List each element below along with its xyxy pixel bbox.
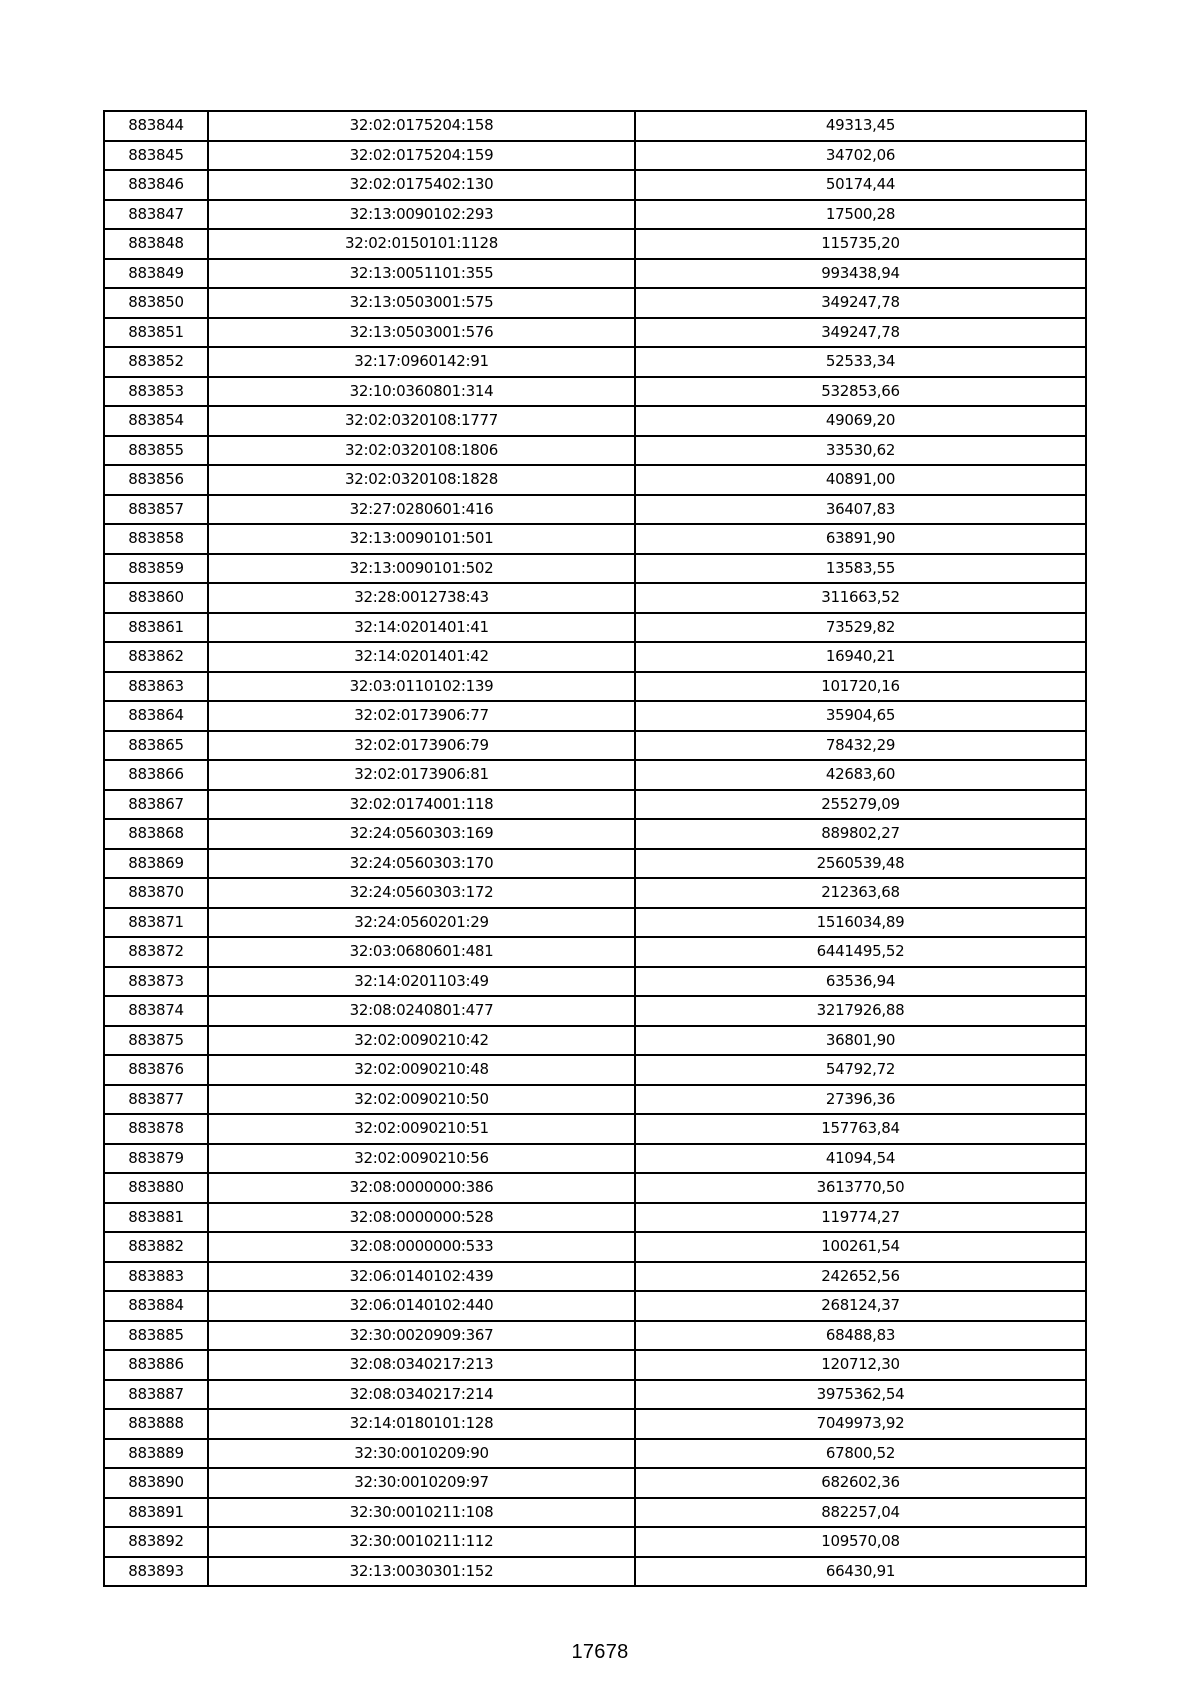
table-row bbox=[104, 1409, 1086, 1439]
table-row bbox=[104, 1380, 1086, 1410]
cadastral-value-cell: 100261,54 bbox=[635, 1232, 1086, 1262]
table-row bbox=[104, 908, 1086, 938]
cadastral-value-cell: 49069,20 bbox=[635, 406, 1086, 436]
row-number-cell: 883880 bbox=[104, 1173, 208, 1203]
cadastral-value-cell: 532853,66 bbox=[635, 377, 1086, 407]
cadastral-number-cell: 32:02:0320108:1806 bbox=[208, 436, 635, 466]
cadastral-value-cell: 2560539,48 bbox=[635, 849, 1086, 879]
table-row bbox=[104, 1439, 1086, 1469]
page-number: 17678 bbox=[571, 1641, 629, 1663]
cadastral-value-cell: 13583,55 bbox=[635, 554, 1086, 584]
row-number-cell: 883867 bbox=[104, 790, 208, 820]
cadastral-number-cell: 32:08:0340217:213 bbox=[208, 1350, 635, 1380]
row-number-cell: 883852 bbox=[104, 347, 208, 377]
table-row bbox=[104, 1085, 1086, 1115]
table-row bbox=[104, 288, 1086, 318]
row-number-cell: 883860 bbox=[104, 583, 208, 613]
cadastral-number-cell: 32:13:0090101:501 bbox=[208, 524, 635, 554]
row-number-cell: 883845 bbox=[104, 141, 208, 171]
cadastral-number-cell: 32:13:0090101:502 bbox=[208, 554, 635, 584]
table-row bbox=[104, 1144, 1086, 1174]
table-body bbox=[104, 111, 1086, 1586]
cadastral-number-cell: 32:13:0503001:576 bbox=[208, 318, 635, 348]
row-number-cell: 883869 bbox=[104, 849, 208, 879]
table-row bbox=[104, 141, 1086, 171]
cadastral-number-cell: 32:14:0201401:41 bbox=[208, 613, 635, 643]
row-number-cell: 883847 bbox=[104, 200, 208, 230]
row-number-cell: 883868 bbox=[104, 819, 208, 849]
table-row bbox=[104, 1026, 1086, 1056]
cadastral-value-cell: 68488,83 bbox=[635, 1321, 1086, 1351]
cadastral-number-cell: 32:14:0201401:42 bbox=[208, 642, 635, 672]
cadastral-number-cell: 32:30:0010211:112 bbox=[208, 1527, 635, 1557]
cadastral-number-cell: 32:08:0000000:533 bbox=[208, 1232, 635, 1262]
table-row bbox=[104, 111, 1086, 141]
cadastral-value-cell: 33530,62 bbox=[635, 436, 1086, 466]
row-number-cell: 883886 bbox=[104, 1350, 208, 1380]
cadastral-number-cell: 32:30:0010209:97 bbox=[208, 1468, 635, 1498]
table-row bbox=[104, 1203, 1086, 1233]
cadastral-value-cell: 42683,60 bbox=[635, 760, 1086, 790]
cadastral-number-cell: 32:13:0051101:355 bbox=[208, 259, 635, 289]
table-row bbox=[104, 642, 1086, 672]
cadastral-value-cell: 63891,90 bbox=[635, 524, 1086, 554]
cadastral-value-cell: 17500,28 bbox=[635, 200, 1086, 230]
table-row bbox=[104, 465, 1086, 495]
cadastral-number-cell: 32:02:0090210:42 bbox=[208, 1026, 635, 1056]
cadastral-value-cell: 349247,78 bbox=[635, 288, 1086, 318]
cadastral-number-cell: 32:02:0090210:50 bbox=[208, 1085, 635, 1115]
cadastral-number-cell: 32:08:0000000:528 bbox=[208, 1203, 635, 1233]
row-number-cell: 883877 bbox=[104, 1085, 208, 1115]
cadastral-value-table bbox=[103, 110, 1087, 1587]
table-row bbox=[104, 229, 1086, 259]
cadastral-value-cell: 16940,21 bbox=[635, 642, 1086, 672]
cadastral-value-cell: 27396,36 bbox=[635, 1085, 1086, 1115]
cadastral-number-cell: 32:02:0150101:1128 bbox=[208, 229, 635, 259]
cadastral-number-cell: 32:02:0320108:1777 bbox=[208, 406, 635, 436]
row-number-cell: 883844 bbox=[104, 111, 208, 141]
row-number-cell: 883873 bbox=[104, 967, 208, 997]
cadastral-value-cell: 35904,65 bbox=[635, 701, 1086, 731]
table-row bbox=[104, 347, 1086, 377]
cadastral-number-cell: 32:02:0175204:158 bbox=[208, 111, 635, 141]
cadastral-value-cell: 52533,34 bbox=[635, 347, 1086, 377]
cadastral-number-cell: 32:02:0090210:51 bbox=[208, 1114, 635, 1144]
cadastral-number-cell: 32:02:0320108:1828 bbox=[208, 465, 635, 495]
cadastral-number-cell: 32:02:0173906:77 bbox=[208, 701, 635, 731]
row-number-cell: 883862 bbox=[104, 642, 208, 672]
cadastral-value-cell: 882257,04 bbox=[635, 1498, 1086, 1528]
cadastral-value-cell: 66430,91 bbox=[635, 1557, 1086, 1587]
row-number-cell: 883866 bbox=[104, 760, 208, 790]
table-row bbox=[104, 377, 1086, 407]
row-number-cell: 883892 bbox=[104, 1527, 208, 1557]
cadastral-value-cell: 101720,16 bbox=[635, 672, 1086, 702]
cadastral-number-cell: 32:30:0010211:108 bbox=[208, 1498, 635, 1528]
cadastral-number-cell: 32:02:0175204:159 bbox=[208, 141, 635, 171]
table-row bbox=[104, 1321, 1086, 1351]
cadastral-number-cell: 32:13:0090102:293 bbox=[208, 200, 635, 230]
row-number-cell: 883861 bbox=[104, 613, 208, 643]
cadastral-number-cell: 32:24:0560303:170 bbox=[208, 849, 635, 879]
cadastral-number-cell: 32:14:0180101:128 bbox=[208, 1409, 635, 1439]
table-row bbox=[104, 819, 1086, 849]
row-number-cell: 883888 bbox=[104, 1409, 208, 1439]
table-row bbox=[104, 1055, 1086, 1085]
row-number-cell: 883863 bbox=[104, 672, 208, 702]
row-number-cell: 883885 bbox=[104, 1321, 208, 1351]
cadastral-value-cell: 49313,45 bbox=[635, 111, 1086, 141]
table-row bbox=[104, 1114, 1086, 1144]
table-row bbox=[104, 170, 1086, 200]
row-number-cell: 883871 bbox=[104, 908, 208, 938]
row-number-cell: 883887 bbox=[104, 1380, 208, 1410]
cadastral-value-cell: 212363,68 bbox=[635, 878, 1086, 908]
cadastral-number-cell: 32:03:0680601:481 bbox=[208, 937, 635, 967]
cadastral-value-cell: 54792,72 bbox=[635, 1055, 1086, 1085]
table-row bbox=[104, 613, 1086, 643]
table-row bbox=[104, 1262, 1086, 1292]
cadastral-number-cell: 32:02:0090210:56 bbox=[208, 1144, 635, 1174]
table-row bbox=[104, 1527, 1086, 1557]
table-row bbox=[104, 967, 1086, 997]
row-number-cell: 883874 bbox=[104, 996, 208, 1026]
cadastral-value-cell: 682602,36 bbox=[635, 1468, 1086, 1498]
row-number-cell: 883876 bbox=[104, 1055, 208, 1085]
cadastral-number-cell: 32:03:0110102:139 bbox=[208, 672, 635, 702]
table-row bbox=[104, 790, 1086, 820]
row-number-cell: 883891 bbox=[104, 1498, 208, 1528]
row-number-cell: 883879 bbox=[104, 1144, 208, 1174]
cadastral-value-cell: 889802,27 bbox=[635, 819, 1086, 849]
table-row bbox=[104, 760, 1086, 790]
row-number-cell: 883872 bbox=[104, 937, 208, 967]
row-number-cell: 883846 bbox=[104, 170, 208, 200]
row-number-cell: 883851 bbox=[104, 318, 208, 348]
row-number-cell: 883854 bbox=[104, 406, 208, 436]
cadastral-value-cell: 1516034,89 bbox=[635, 908, 1086, 938]
table-row bbox=[104, 1173, 1086, 1203]
row-number-cell: 883883 bbox=[104, 1262, 208, 1292]
row-number-cell: 883857 bbox=[104, 495, 208, 525]
table-row bbox=[104, 318, 1086, 348]
table-row bbox=[104, 406, 1086, 436]
cadastral-value-cell: 3217926,88 bbox=[635, 996, 1086, 1026]
cadastral-number-cell: 32:02:0174001:118 bbox=[208, 790, 635, 820]
cadastral-number-cell: 32:14:0201103:49 bbox=[208, 967, 635, 997]
cadastral-number-cell: 32:30:0010209:90 bbox=[208, 1439, 635, 1469]
cadastral-value-cell: 6441495,52 bbox=[635, 937, 1086, 967]
table-row bbox=[104, 849, 1086, 879]
table-row bbox=[104, 672, 1086, 702]
cadastral-number-cell: 32:30:0020909:367 bbox=[208, 1321, 635, 1351]
table-row bbox=[104, 731, 1086, 761]
table-row bbox=[104, 259, 1086, 289]
table-row bbox=[104, 1498, 1086, 1528]
cadastral-value-cell: 993438,94 bbox=[635, 259, 1086, 289]
cadastral-number-cell: 32:24:0560303:169 bbox=[208, 819, 635, 849]
cadastral-value-cell: 36407,83 bbox=[635, 495, 1086, 525]
row-number-cell: 883848 bbox=[104, 229, 208, 259]
cadastral-value-cell: 268124,37 bbox=[635, 1291, 1086, 1321]
cadastral-value-cell: 109570,08 bbox=[635, 1527, 1086, 1557]
cadastral-number-cell: 32:06:0140102:440 bbox=[208, 1291, 635, 1321]
row-number-cell: 883884 bbox=[104, 1291, 208, 1321]
cadastral-value-cell: 242652,56 bbox=[635, 1262, 1086, 1292]
cadastral-number-cell: 32:28:0012738:43 bbox=[208, 583, 635, 613]
cadastral-value-cell: 120712,30 bbox=[635, 1350, 1086, 1380]
row-number-cell: 883850 bbox=[104, 288, 208, 318]
cadastral-value-cell: 255279,09 bbox=[635, 790, 1086, 820]
row-number-cell: 883855 bbox=[104, 436, 208, 466]
row-number-cell: 883890 bbox=[104, 1468, 208, 1498]
cadastral-value-cell: 3613770,50 bbox=[635, 1173, 1086, 1203]
cadastral-value-cell: 119774,27 bbox=[635, 1203, 1086, 1233]
cadastral-value-cell: 115735,20 bbox=[635, 229, 1086, 259]
cadastral-value-cell: 349247,78 bbox=[635, 318, 1086, 348]
cadastral-value-cell: 78432,29 bbox=[635, 731, 1086, 761]
row-number-cell: 883864 bbox=[104, 701, 208, 731]
cadastral-number-cell: 32:02:0173906:79 bbox=[208, 731, 635, 761]
table-row bbox=[104, 996, 1086, 1026]
cadastral-number-cell: 32:13:0503001:575 bbox=[208, 288, 635, 318]
cadastral-value-cell: 40891,00 bbox=[635, 465, 1086, 495]
cadastral-value-cell: 3975362,54 bbox=[635, 1380, 1086, 1410]
row-number-cell: 883859 bbox=[104, 554, 208, 584]
cadastral-value-cell: 50174,44 bbox=[635, 170, 1086, 200]
table-row bbox=[104, 878, 1086, 908]
cadastral-value-cell: 7049973,92 bbox=[635, 1409, 1086, 1439]
row-number-cell: 883870 bbox=[104, 878, 208, 908]
row-number-cell: 883858 bbox=[104, 524, 208, 554]
row-number-cell: 883856 bbox=[104, 465, 208, 495]
cadastral-number-cell: 32:08:0240801:477 bbox=[208, 996, 635, 1026]
cadastral-number-cell: 32:24:0560201:29 bbox=[208, 908, 635, 938]
cadastral-value-cell: 157763,84 bbox=[635, 1114, 1086, 1144]
table-row bbox=[104, 495, 1086, 525]
row-number-cell: 883853 bbox=[104, 377, 208, 407]
table-row bbox=[104, 200, 1086, 230]
cadastral-number-cell: 32:08:0000000:386 bbox=[208, 1173, 635, 1203]
table-row bbox=[104, 1468, 1086, 1498]
cadastral-value-cell: 41094,54 bbox=[635, 1144, 1086, 1174]
cadastral-number-cell: 32:02:0175402:130 bbox=[208, 170, 635, 200]
table-row bbox=[104, 1350, 1086, 1380]
cadastral-value-cell: 73529,82 bbox=[635, 613, 1086, 643]
row-number-cell: 883865 bbox=[104, 731, 208, 761]
table-row bbox=[104, 701, 1086, 731]
table-row bbox=[104, 937, 1086, 967]
table-row bbox=[104, 554, 1086, 584]
table-row bbox=[104, 1557, 1086, 1587]
table-row bbox=[104, 436, 1086, 466]
cadastral-number-cell: 32:27:0280601:416 bbox=[208, 495, 635, 525]
cadastral-value-cell: 67800,52 bbox=[635, 1439, 1086, 1469]
cadastral-number-cell: 32:08:0340217:214 bbox=[208, 1380, 635, 1410]
row-number-cell: 883881 bbox=[104, 1203, 208, 1233]
row-number-cell: 883878 bbox=[104, 1114, 208, 1144]
row-number-cell: 883893 bbox=[104, 1557, 208, 1587]
cadastral-value-cell: 36801,90 bbox=[635, 1026, 1086, 1056]
cadastral-number-cell: 32:02:0090210:48 bbox=[208, 1055, 635, 1085]
row-number-cell: 883849 bbox=[104, 259, 208, 289]
table-row bbox=[104, 1232, 1086, 1262]
cadastral-value-cell: 311663,52 bbox=[635, 583, 1086, 613]
table-row bbox=[104, 524, 1086, 554]
cadastral-value-cell: 34702,06 bbox=[635, 141, 1086, 171]
cadastral-number-cell: 32:24:0560303:172 bbox=[208, 878, 635, 908]
row-number-cell: 883882 bbox=[104, 1232, 208, 1262]
cadastral-number-cell: 32:13:0030301:152 bbox=[208, 1557, 635, 1587]
cadastral-number-cell: 32:06:0140102:439 bbox=[208, 1262, 635, 1292]
cadastral-number-cell: 32:02:0173906:81 bbox=[208, 760, 635, 790]
row-number-cell: 883889 bbox=[104, 1439, 208, 1469]
row-number-cell: 883875 bbox=[104, 1026, 208, 1056]
table-row bbox=[104, 1291, 1086, 1321]
cadastral-number-cell: 32:10:0360801:314 bbox=[208, 377, 635, 407]
cadastral-value-cell: 63536,94 bbox=[635, 967, 1086, 997]
table-row bbox=[104, 583, 1086, 613]
cadastral-number-cell: 32:17:0960142:91 bbox=[208, 347, 635, 377]
